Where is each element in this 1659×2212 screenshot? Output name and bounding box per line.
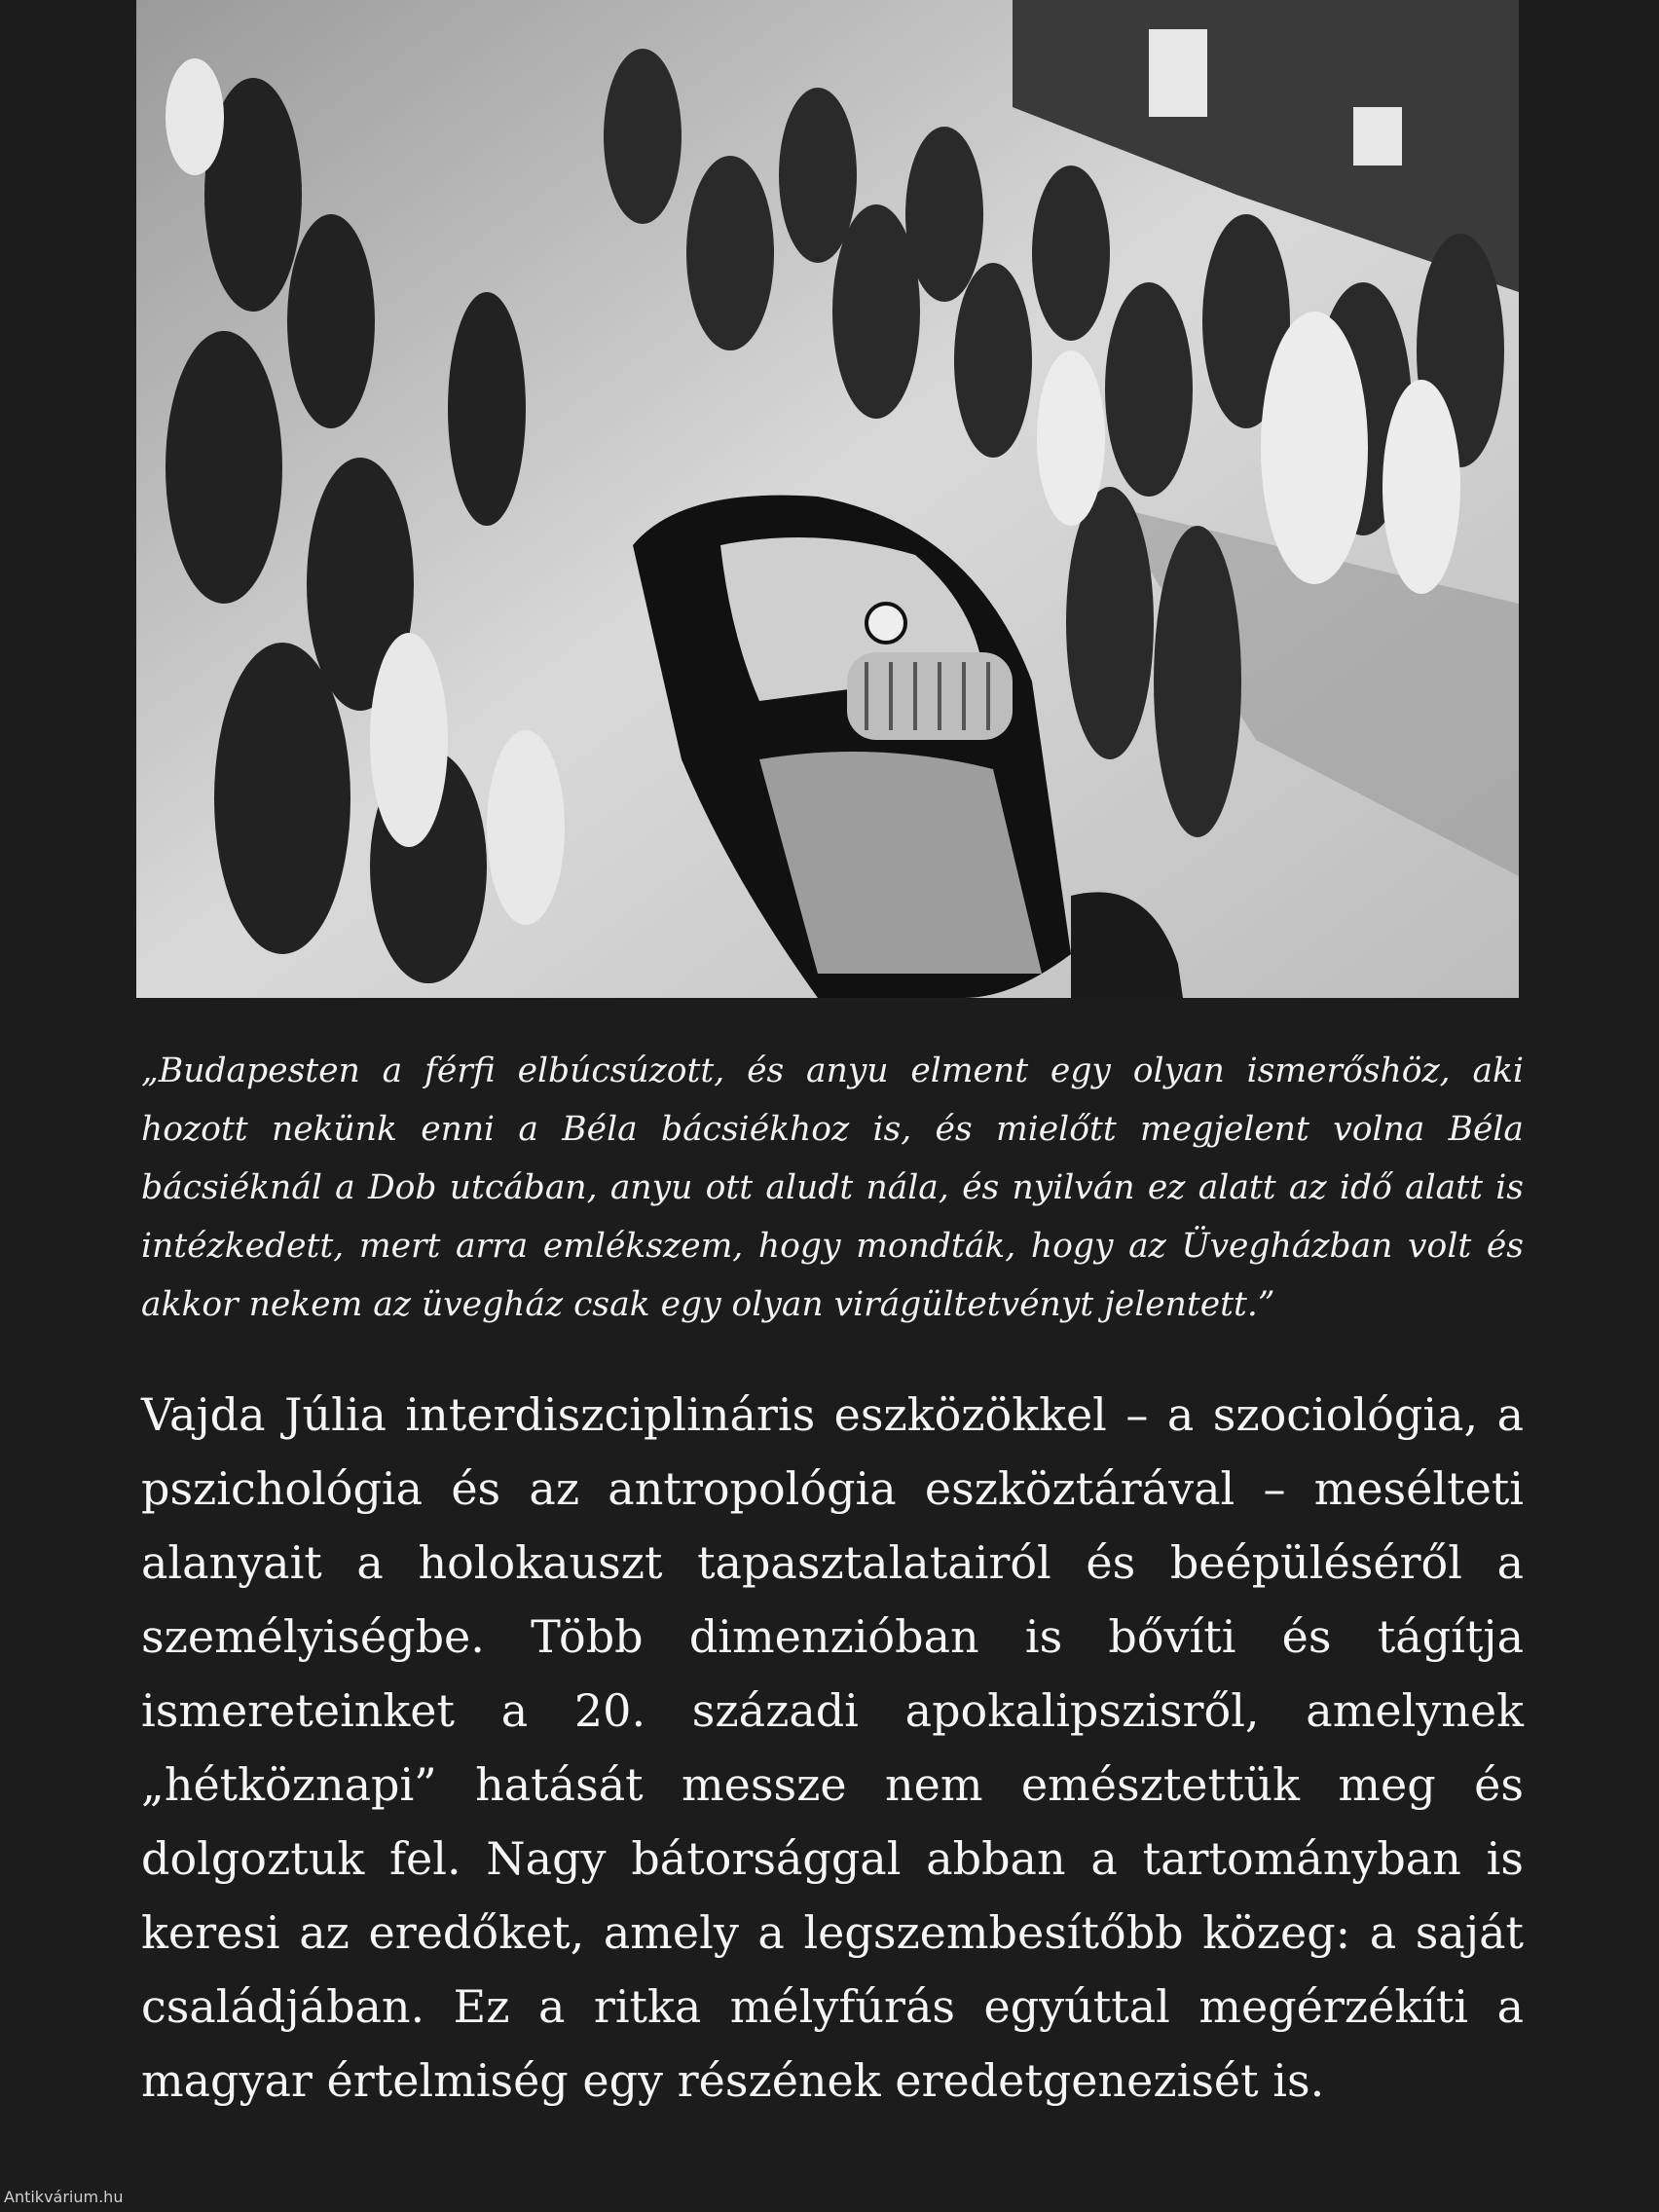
description-text: Vajda Júlia interdiszciplináris eszközökkel – a szociológia, a pszichológia és az antropológia eszköztárával – mesélteti alanyait a holokauszt tapasztalatairól és beépüléséről a személyiségbe. Több dimenzióban is bővíti és tágítja ismereteinket a 20. századi apokalipszisről, amelynek „hétköznapi” hatását messze nem emésztettük meg és dolgoztuk fel. Nagy bátorsággal abban a tartományban is keresi az eredőket, amely a legszembesítőbb közeg: a saját családjában. Ez a ritka mélyfúrás egyúttal megérzékíti a magyar értelmiség egy részének eredetgenezisét is. <box>141 1388 1524 2107</box>
street-crowd-photo <box>136 0 1519 998</box>
quote-text: „Budapesten a férfi elbúcsúzott, és anyu elment egy olyan ismerőshöz, aki hozott nekünk enni a Béla bácsiékhoz is, és mielőtt megjelent volna Béla bácsiéknál a Dob utcában, anyu ott aludt nála, és nyilván ez alatt az idő alatt is intézkedett, mert arra emlékszem, hogy mondták, hogy az Üvegházban volt és akkor nekem az üvegház csak egy olyan virágültetvényt jelentett.” <box>141 1051 1524 1324</box>
watermark: Antikvárium.hu <box>4 2188 124 2206</box>
street-crowd-photo-icon <box>136 0 1519 998</box>
quote-paragraph <box>141 1042 1524 1334</box>
book-description <box>141 1378 1524 2118</box>
